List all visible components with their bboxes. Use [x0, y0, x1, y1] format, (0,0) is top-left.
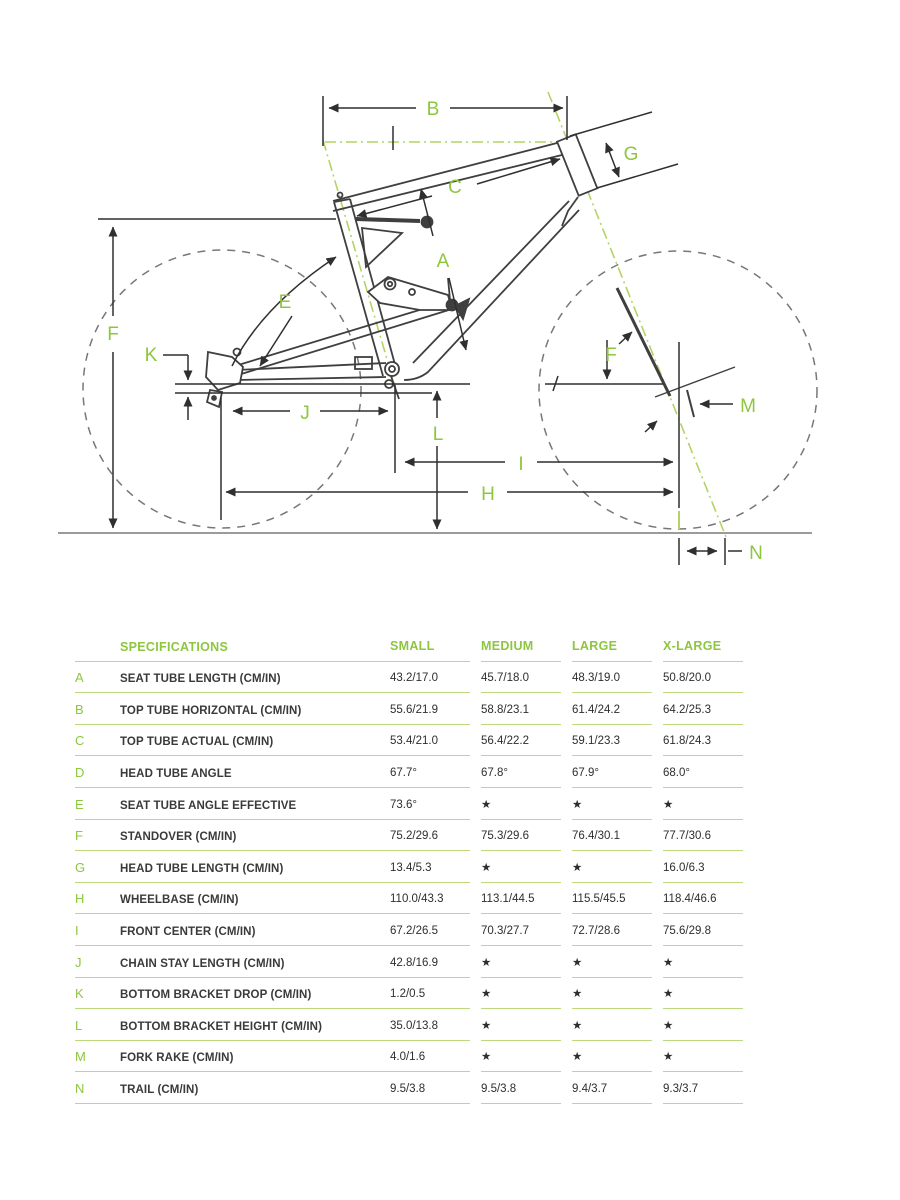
row-value: 70.3/27.7 — [481, 925, 561, 946]
row-label: SEAT TUBE ANGLE EFFECTIVE — [120, 799, 297, 812]
row-key: J — [75, 954, 82, 970]
row-value: 13.4/5.3 — [390, 862, 470, 883]
row-key: G — [75, 859, 86, 875]
row-label: TOP TUBE HORIZONTAL (CM/IN) — [120, 704, 302, 717]
row-key: K — [75, 986, 84, 1002]
row-label: TOP TUBE ACTUAL (CM/IN) — [120, 736, 274, 749]
table-header-row — [75, 630, 754, 662]
header-size-medium: MEDIUM — [481, 639, 561, 662]
row-value: 75.6/29.8 — [663, 925, 743, 946]
row-value: 53.4/21.0 — [390, 735, 470, 756]
row-value: 72.7/28.6 — [572, 925, 652, 946]
row-key: C — [75, 733, 85, 749]
dim-label-m: M — [740, 396, 756, 417]
row-value: 67.9° — [572, 767, 652, 788]
table-row — [75, 1009, 754, 1041]
dim-label-c: C — [448, 177, 462, 198]
row-value: 50.8/20.0 — [663, 672, 743, 693]
row-label: SEAT TUBE LENGTH (CM/IN) — [120, 673, 281, 686]
row-value: 4.0/1.6 — [390, 1051, 470, 1072]
top-tube-upper — [333, 143, 557, 201]
row-key: D — [75, 764, 85, 780]
down-tube-upper — [413, 201, 569, 363]
row-value: 64.2/25.3 — [663, 704, 743, 725]
row-value: ★ — [572, 1049, 652, 1072]
row-label: FRONT CENTER (CM/IN) — [120, 925, 256, 938]
row-value: 77.7/30.6 — [663, 830, 743, 851]
dim-label-i: I — [518, 454, 524, 475]
dim-label-g: G — [623, 144, 639, 165]
gusset-plate — [362, 228, 402, 267]
dim-label-k: K — [144, 345, 158, 366]
row-value: 61.8/24.3 — [663, 735, 743, 756]
row-value: 118.4/46.6 — [663, 893, 743, 914]
row-value: 110.0/43.3 — [390, 893, 470, 914]
row-value: 115.5/45.5 — [572, 893, 652, 914]
shock-body — [356, 219, 420, 221]
table-row — [75, 820, 754, 852]
table-row — [75, 725, 754, 757]
row-label: BOTTOM BRACKET HEIGHT (CM/IN) — [120, 1020, 323, 1033]
row-value: ★ — [663, 955, 743, 978]
row-key: B — [75, 701, 84, 717]
table-row — [75, 1072, 754, 1104]
chain-stay-lower — [237, 377, 386, 380]
row-value: 68.0° — [663, 767, 743, 788]
fork-leg — [617, 288, 670, 396]
row-value: 9.5/3.8 — [390, 1083, 470, 1104]
row-value: 75.3/29.6 — [481, 830, 561, 851]
table-row — [75, 946, 754, 978]
dim-label-b: B — [426, 99, 440, 120]
table-row — [75, 978, 754, 1010]
dim-label-n: N — [749, 543, 763, 564]
row-value: ★ — [663, 986, 743, 1009]
table-row — [75, 693, 754, 725]
row-label: STANDOVER (CM/IN) — [120, 831, 237, 844]
axle-offset-line — [687, 390, 694, 417]
fork-crown — [562, 197, 578, 226]
row-value: 59.1/23.3 — [572, 735, 652, 756]
row-key: N — [75, 1080, 85, 1096]
row-key: I — [75, 922, 79, 938]
dim-e-pointer — [260, 316, 292, 366]
dim-label-f: F — [107, 324, 119, 345]
row-value: 35.0/13.8 — [390, 1020, 470, 1041]
row-label: TRAIL (CM/IN) — [120, 1083, 199, 1096]
header-size-xlarge: X-LARGE — [663, 639, 743, 662]
row-value: 1.2/0.5 — [390, 988, 470, 1009]
row-value: ★ — [663, 1018, 743, 1041]
dim-label-l: L — [432, 424, 444, 445]
axis-lines — [323, 92, 726, 537]
table-row — [75, 1041, 754, 1073]
rake-perpendicular-line — [655, 367, 735, 397]
row-value: ★ — [481, 860, 561, 883]
dim-c-arrow-right — [477, 159, 560, 184]
frame-drawing — [206, 134, 735, 417]
row-value: 56.4/22.2 — [481, 735, 561, 756]
row-key: E — [75, 796, 84, 812]
row-value: ★ — [481, 955, 561, 978]
table-row — [75, 756, 754, 788]
row-value: 67.8° — [481, 767, 561, 788]
row-value: ★ — [663, 797, 743, 820]
row-value: 61.4/24.2 — [572, 704, 652, 725]
dim-label-a: A — [436, 251, 450, 272]
row-value: 76.4/30.1 — [572, 830, 652, 851]
header-specifications: SPECIFICATIONS — [120, 639, 229, 654]
seat-tube-axis-line — [323, 140, 396, 390]
row-value: 42.8/16.9 — [390, 957, 470, 978]
header-key-spacer — [75, 654, 120, 662]
row-key: M — [75, 1049, 86, 1065]
row-value: ★ — [572, 860, 652, 883]
row-value: 113.1/44.5 — [481, 893, 561, 914]
dim-label-h: H — [481, 484, 495, 505]
row-key: A — [75, 670, 84, 686]
bb-shell-outer — [385, 362, 399, 376]
row-value: ★ — [481, 1049, 561, 1072]
row-value: 75.2/29.6 — [390, 830, 470, 851]
row-value: ★ — [572, 1018, 652, 1041]
row-value: 45.7/18.0 — [481, 672, 561, 693]
row-value: ★ — [663, 1049, 743, 1072]
row-value: 48.3/19.0 — [572, 672, 652, 693]
row-value: 67.7° — [390, 767, 470, 788]
seat-clamp — [338, 193, 343, 198]
row-value: 16.0/6.3 — [663, 862, 743, 883]
row-value: 58.8/23.1 — [481, 704, 561, 725]
row-value: 67.2/26.5 — [390, 925, 470, 946]
table-row — [75, 883, 754, 915]
row-label: HEAD TUBE ANGLE — [120, 767, 232, 780]
row-key: H — [75, 891, 85, 907]
row-value: 9.5/3.8 — [481, 1083, 561, 1104]
row-value: 9.3/3.7 — [663, 1083, 743, 1104]
row-label: FORK RAKE (CM/IN) — [120, 1052, 234, 1065]
dim-g-ext-top — [570, 112, 652, 136]
dim-label-f2: F — [605, 345, 617, 366]
header-size-large: LARGE — [572, 639, 652, 662]
dim-c-arrow-left — [357, 196, 432, 216]
table-row — [75, 851, 754, 883]
dim-label-e: E — [278, 292, 292, 313]
row-label: HEAD TUBE LENGTH (CM/IN) — [120, 862, 284, 875]
table-row — [75, 662, 754, 694]
specifications-table — [75, 630, 754, 1104]
table-row — [75, 914, 754, 946]
head-tube — [557, 134, 597, 195]
derailleur-pulley — [212, 396, 216, 400]
row-label: CHAIN STAY LENGTH (CM/IN) — [120, 957, 285, 970]
row-value: 73.6° — [390, 799, 470, 820]
row-value: 43.2/17.0 — [390, 672, 470, 693]
row-label: WHEELBASE (CM/IN) — [120, 894, 239, 907]
row-value: ★ — [481, 797, 561, 820]
row-value: ★ — [481, 1018, 561, 1041]
dim-f2-arrow-up — [619, 332, 632, 344]
steer-axis-pointer — [645, 421, 657, 432]
dimension-lines — [98, 96, 742, 565]
dim-label-j: J — [300, 403, 310, 424]
row-value: ★ — [481, 986, 561, 1009]
row-value: ★ — [572, 797, 652, 820]
dim-g-arrows — [606, 143, 619, 177]
header-size-small: SMALL — [390, 639, 470, 662]
row-value: ★ — [572, 986, 652, 1009]
row-key: L — [75, 1017, 83, 1033]
table-row — [75, 788, 754, 820]
row-label: BOTTOM BRACKET DROP (CM/IN) — [120, 989, 312, 1002]
row-value: ★ — [572, 955, 652, 978]
dim-g-ext-bottom — [597, 164, 678, 188]
row-value: 55.6/21.9 — [390, 704, 470, 725]
row-key: F — [75, 828, 83, 844]
front-wheel-circle — [539, 251, 817, 529]
row-value: 9.4/3.7 — [572, 1083, 652, 1104]
